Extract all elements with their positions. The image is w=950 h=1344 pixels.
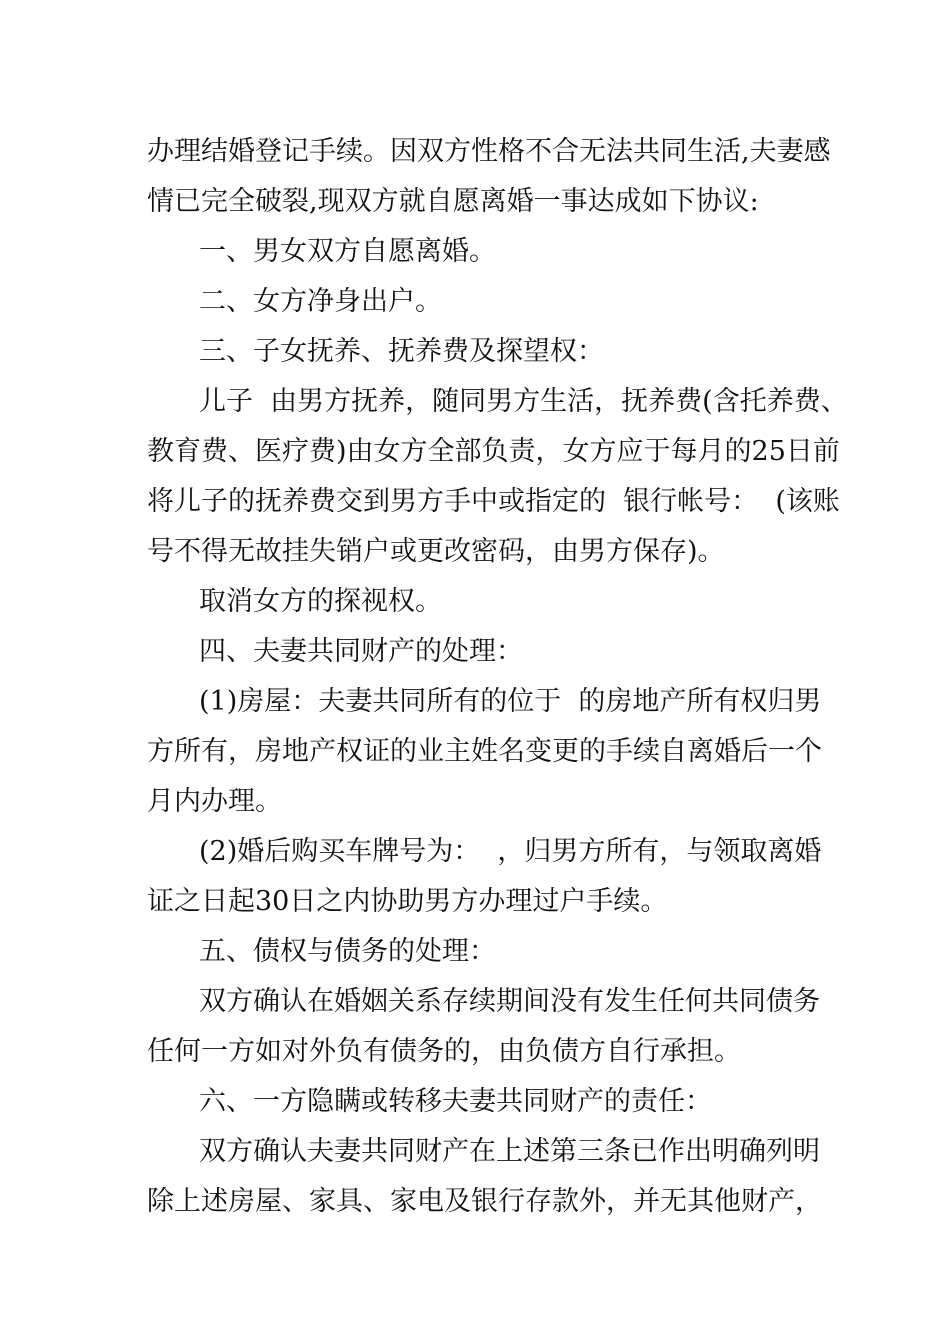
paragraph-line: 证之日起30日之内协助男方办理过户手续。 xyxy=(147,886,668,917)
paragraph-line: 月内办理。 xyxy=(147,786,282,817)
paragraph-line: 任何一方如对外负有债务的，由负债方自行承担。 xyxy=(147,1036,741,1067)
paragraph-line: 号不得无故挂失销户或更改密码，由男方保存)。 xyxy=(147,536,725,567)
clause-heading: 一、男女双方自愿离婚。 xyxy=(199,236,496,267)
paragraph-line: (1)房屋：夫妻共同所有的位于 的房地产所有权归男 xyxy=(199,686,822,717)
paragraph-line: 方所有，房地产权证的业主姓名变更的手续自离婚后一个 xyxy=(147,736,822,767)
paragraph-line: (2)婚后购买车牌号为： ，归男方所有，与领取离婚 xyxy=(199,836,822,867)
paragraph-line: 双方确认在婚姻关系存续期间没有发生任何共同债务 xyxy=(199,986,820,1017)
paragraph-line: 儿子 由男方抚养，随同男方生活，抚养费(含托养费、 xyxy=(199,386,848,417)
clause-heading: 三、子女抚养、抚养费及探望权： xyxy=(199,336,604,367)
clause-heading: 六、一方隐瞒或转移夫妻共同财产的责任： xyxy=(199,1086,712,1117)
clause-heading: 二、女方净身出户。 xyxy=(199,286,442,317)
paragraph-line: 双方确认夫妻共同财产在上述第三条已作出明确列明 xyxy=(199,1136,820,1167)
paragraph-line: 除上述房屋、家具、家电及银行存款外，并无其他财产， xyxy=(147,1186,822,1217)
paragraph-line: 教育费、医疗费)由女方全部负责，女方应于每月的25日前 xyxy=(147,436,840,467)
clause-heading: 五、债权与债务的处理： xyxy=(199,936,496,967)
paragraph-line: 取消女方的探视权。 xyxy=(199,586,442,617)
paragraph-line: 情已完全破裂,现双方就自愿离婚一事达成如下协议: xyxy=(147,186,759,217)
clause-heading: 四、夫妻共同财产的处理： xyxy=(199,636,523,667)
paragraph-line: 办理结婚登记手续。因双方性格不合无法共同生活,夫妻感 xyxy=(147,136,831,167)
paragraph-line: 将儿子的抚养费交到男方手中或指定的 银行帐号： (该账 xyxy=(147,486,840,517)
